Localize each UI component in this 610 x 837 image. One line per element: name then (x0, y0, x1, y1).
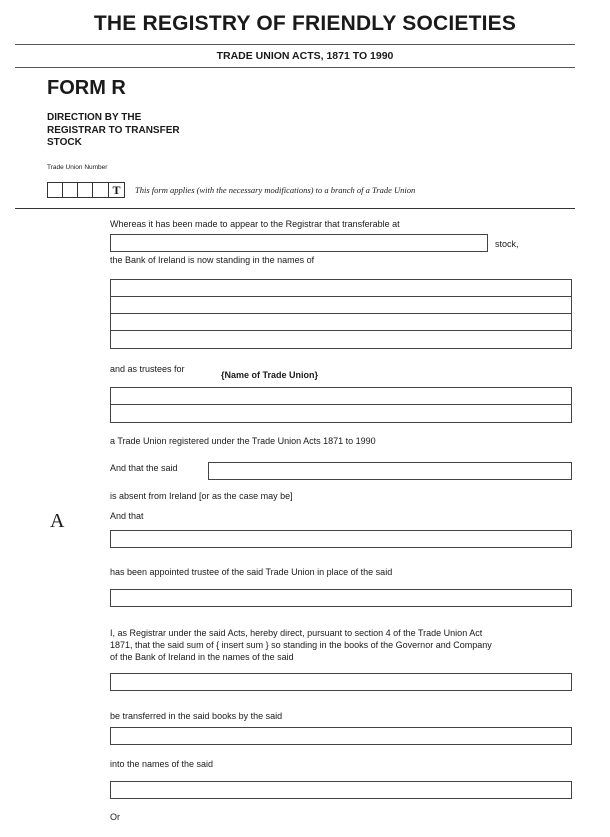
trustee-name-field-4[interactable] (110, 330, 572, 349)
margin-letter-a: A (50, 510, 65, 532)
trade-union-number-label: Trade Union Number (47, 164, 108, 171)
stock-text: stock, (495, 239, 519, 249)
absent-text: is absent from Ireland [or as the case may be] (110, 491, 293, 501)
into-names-field[interactable] (110, 781, 572, 799)
trade-union-name-field-1[interactable] (110, 387, 572, 405)
registrar-direction-line: 1871, that the said sum of { insert sum } so standing in the books of the Governor and Company (110, 640, 492, 650)
header-divider-bottom (15, 67, 575, 68)
transferred-by-field[interactable] (110, 727, 572, 745)
trade-union-number-digit-box[interactable] (47, 182, 63, 198)
and-that-the-said-text: And that the said (110, 463, 178, 473)
direction-line: STOCK (47, 137, 82, 148)
into-names-text: into the names of the said (110, 759, 214, 769)
form-applies-note: This form applies (with the necessary modifications) to a branch of a Trade Union (135, 185, 416, 195)
transferred-text: be transferred in the said books by the said (110, 711, 283, 721)
registered-text: a Trade Union registered under the Trade Union Acts 1871 to 1990 (110, 436, 376, 446)
appointed-text: has been appointed trustee of the said Trade Union in place of the said (110, 567, 393, 577)
form-direction-heading (47, 112, 180, 150)
whereas-text: Whereas it has been made to appear to the Registrar that transferable at (110, 219, 400, 229)
new-trustee-field[interactable] (110, 530, 572, 548)
trade-union-number-digit-box[interactable] (62, 182, 78, 198)
registrar-direction-line: of the Bank of Ireland in the names of the said (110, 652, 294, 662)
registry-title: THE REGISTRY OF FRIENDLY SOCIETIES (93, 12, 517, 35)
direction-line: DIRECTION BY THE (47, 112, 142, 123)
trustee-name-field-3[interactable] (110, 313, 572, 331)
registrar-direction-line: I, as Registrar under the said Acts, hereby direct, pursuant to section 4 of the Trade Union Act (110, 628, 483, 638)
form-title: FORM R (47, 77, 126, 99)
header-divider-top (15, 44, 575, 45)
replaced-trustee-field[interactable] (110, 589, 572, 607)
trade-union-number-digit-box[interactable] (77, 182, 93, 198)
trade-union-number-digit-box[interactable] (92, 182, 109, 198)
direction-line: REGISTRAR TO TRANSFER (47, 124, 180, 136)
bank-of-ireland-text: the Bank of Ireland is now standing in the names of (110, 255, 315, 265)
or-text: Or (110, 812, 120, 822)
acts-subtitle: TRADE UNION ACTS, 1871 TO 1990 (216, 50, 394, 62)
trade-union-name-field-2[interactable] (110, 404, 572, 423)
trade-union-t-box: T (108, 182, 125, 198)
name-of-trade-union-placeholder: {Name of Trade Union} (221, 370, 319, 380)
as-trustees-text: and as trustees for (110, 364, 185, 374)
transferable-at-field[interactable] (110, 234, 488, 252)
and-that-text: And that (110, 511, 144, 521)
trustee-name-field-1[interactable] (110, 279, 572, 297)
section-divider (15, 208, 575, 209)
trustee-name-field-2[interactable] (110, 296, 572, 314)
names-of-the-said-field[interactable] (110, 673, 572, 691)
absent-trustee-field[interactable] (208, 462, 572, 480)
